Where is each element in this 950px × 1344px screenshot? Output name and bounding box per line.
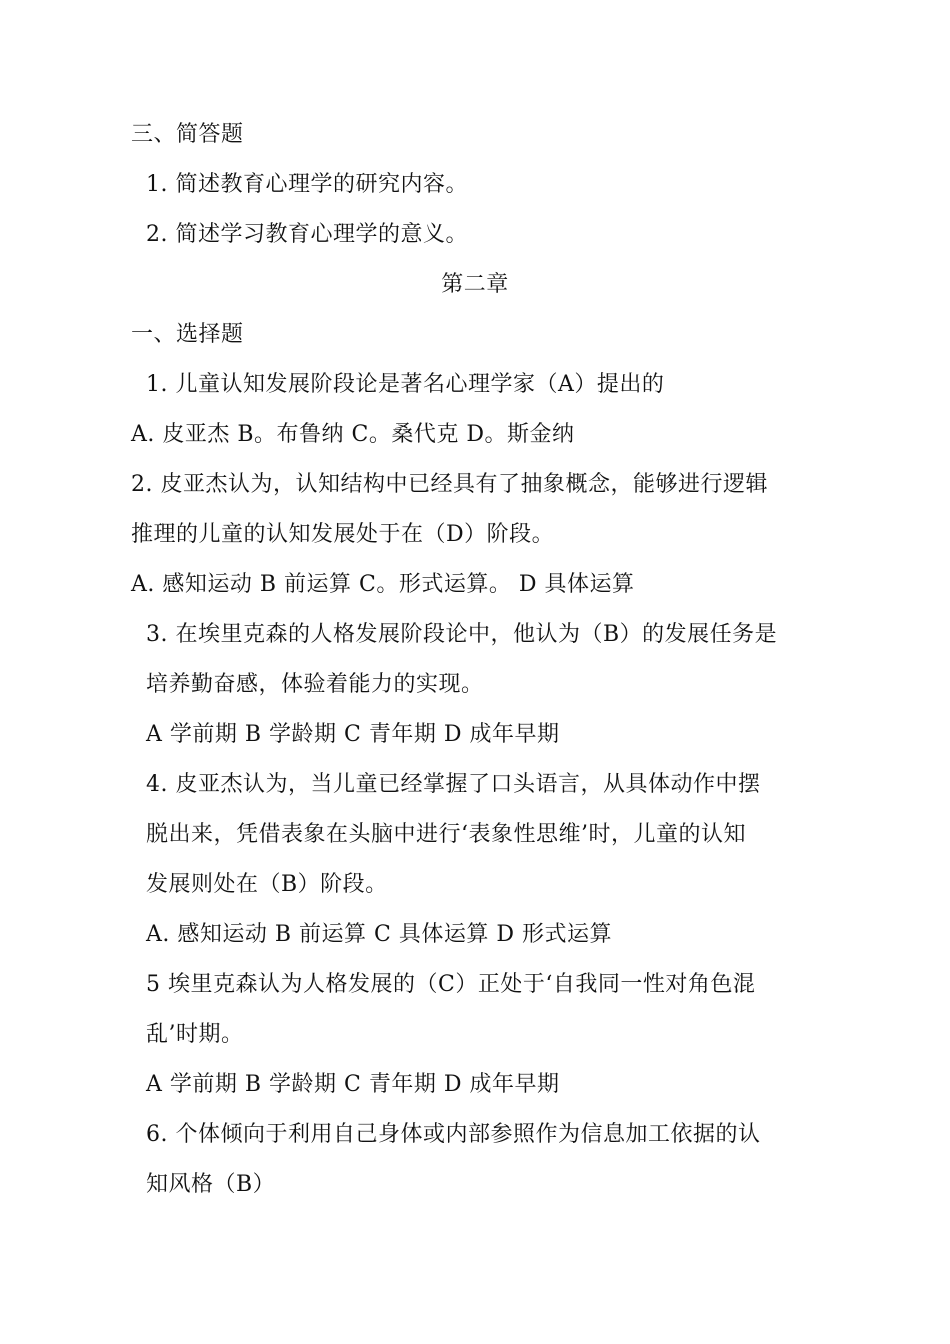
short-answer-question-2: 2. 简述学习教育心理学的意义。 <box>146 222 468 247</box>
section-heading-choice: 一、选择题 <box>131 322 244 347</box>
question-3-options: A 学前期 B 学龄期 C 青年期 D 成年早期 <box>146 722 560 747</box>
question-2-line-1: 2. 皮亚杰认为，认知结构中已经具有了抽象概念，能够进行逻辑 <box>131 472 768 497</box>
question-4-line-2: 脱出来，凭借表象在头脑中进行‘表象性思维’时，儿童的认知 <box>146 822 746 847</box>
question-2-options: A. 感知运动 B 前运算 C。形式运算。 D 具体运算 <box>131 572 635 597</box>
question-3-line-1: 3. 在埃里克森的人格发展阶段论中，他认为（B）的发展任务是 <box>146 622 778 647</box>
question-5-line-1: 5 埃里克森认为人格发展的（C）正处于‘自我同一性对角色混 <box>146 972 756 997</box>
question-4-line-3: 发展则处在（B）阶段。 <box>146 872 388 897</box>
question-4-line-1: 4. 皮亚杰认为，当儿童已经掌握了口头语言，从具体动作中摆 <box>146 772 761 797</box>
question-6-line-1: 6. 个体倾向于利用自己身体或内部参照作为信息加工依据的认 <box>146 1122 761 1147</box>
question-6-line-2: 知风格（B） <box>146 1172 276 1197</box>
question-4-options: A. 感知运动 B 前运算 C 具体运算 D 形式运算 <box>146 922 612 947</box>
question-5-line-2: 乱’时期。 <box>146 1022 244 1047</box>
question-5-options: A 学前期 B 学龄期 C 青年期 D 成年早期 <box>146 1072 560 1097</box>
question-2-line-2: 推理的儿童的认知发展处于在（D）阶段。 <box>131 522 555 547</box>
question-3-line-2: 培养勤奋感，体验着能力的实现。 <box>146 672 484 697</box>
chapter-title: 第二章 <box>441 272 509 297</box>
section-heading-short-answer: 三、简答题 <box>131 122 244 147</box>
short-answer-question-1: 1. 简述教育心理学的研究内容。 <box>146 172 468 197</box>
question-1: 1. 儿童认知发展阶段论是著名心理学家（A）提出的 <box>146 372 665 397</box>
question-1-options: A. 皮亚杰 B。布鲁纳 C。桑代克 D。斯金纳 <box>131 422 575 447</box>
